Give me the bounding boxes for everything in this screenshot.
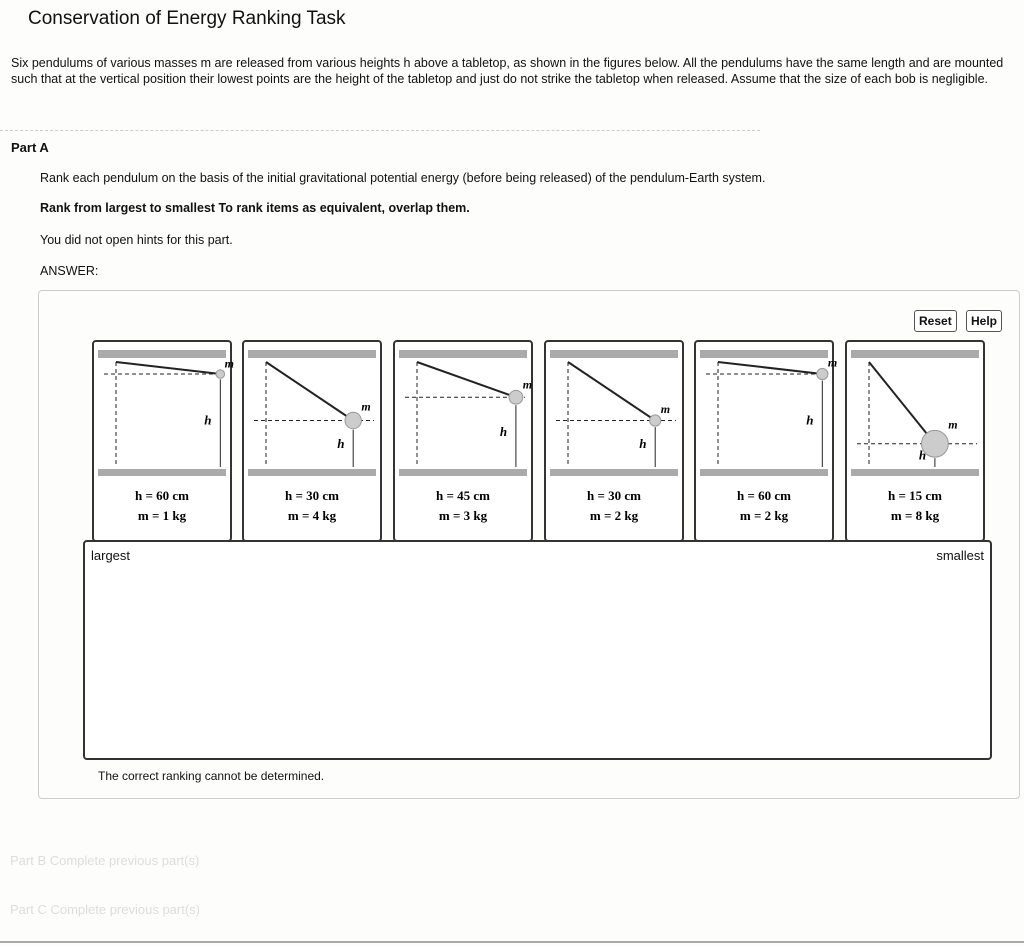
pendulum-diagram (847, 342, 983, 540)
divider (0, 941, 1024, 943)
page-title: Conservation of Energy Ranking Task (28, 8, 346, 29)
mass-value: m = 1 kg (137, 508, 187, 523)
pendulum-bob (817, 368, 828, 379)
question-text: Rank each pendulum on the basis of the initial gravitational potential energy (before being released) of the pendulum-Earth system. (40, 171, 766, 185)
ranking-drop-zone[interactable] (83, 540, 992, 760)
mass-value: m = 4 kg (287, 508, 337, 523)
largest-label: largest (91, 548, 131, 563)
height-value: h = 60 cm (135, 488, 189, 503)
mass-symbol: m (361, 399, 371, 414)
problem-intro: Six pendulums of various masses m are released from various heights h above a tabletop, as shown in the figures below. All the pendulums have the same length and are mounted such that at the vertical position their lowest points are the height of the tabletop and just do not strike the tabletop when released. Assume that the size of each bob is negligible. (11, 56, 1004, 86)
pendulum-bob (650, 415, 661, 426)
pendulum-diagram (94, 342, 234, 540)
mass-symbol: m (224, 356, 234, 371)
tabletop (851, 469, 979, 476)
tabletop (550, 469, 678, 476)
height-symbol: h (639, 435, 647, 451)
pendulum-bob (216, 370, 225, 379)
reset-button[interactable]: Reset (914, 310, 957, 332)
pendulum-string (568, 362, 655, 421)
ceiling (399, 350, 527, 358)
pendulum-bob (509, 390, 523, 404)
part-c-locked: Part C Complete previous part(s) (10, 902, 201, 917)
smallest-label: smallest (936, 548, 984, 563)
height-value: h = 60 cm (737, 488, 791, 503)
part-b-locked: Part B Complete previous part(s) (10, 853, 200, 868)
help-button[interactable]: Help (966, 310, 1002, 332)
pendulum-string (116, 362, 220, 374)
height-symbol: h (337, 435, 345, 451)
pendulum-string (718, 362, 822, 374)
mass-value: m = 2 kg (739, 508, 789, 523)
pendulum-card[interactable] (92, 340, 232, 542)
pendulum-card[interactable] (845, 340, 985, 542)
hints-status: You did not open hints for this part. (40, 233, 233, 247)
pendulum-diagram (395, 342, 531, 540)
pendulum-card[interactable] (393, 340, 533, 542)
pendulum-bob (345, 412, 361, 428)
height-symbol: h (806, 412, 814, 428)
divider (0, 130, 760, 131)
pendulum-card[interactable] (242, 340, 382, 542)
answer-label: ANSWER: (40, 264, 99, 278)
pendulum-card[interactable] (694, 340, 838, 542)
instruction-text: Rank from largest to smallest To rank items as equivalent, overlap them. (40, 201, 470, 215)
pendulum-card[interactable] (544, 340, 684, 542)
mass-symbol: m (827, 355, 838, 370)
pendulum-diagram (244, 342, 380, 540)
ceiling (98, 350, 226, 358)
pendulum-string (869, 362, 935, 444)
mass-symbol: m (948, 417, 958, 432)
tabletop (399, 469, 527, 476)
part-a-heading: Part A (11, 140, 49, 155)
ranking-note: The correct ranking cannot be determined. (98, 769, 325, 783)
height-value: h = 30 cm (587, 488, 641, 503)
pendulum-diagram (696, 342, 838, 540)
mass-value: m = 8 kg (890, 508, 940, 523)
mass-symbol: m (660, 401, 671, 416)
tabletop (98, 469, 226, 476)
ceiling (700, 350, 828, 358)
mass-symbol: m (522, 377, 533, 392)
height-value: h = 30 cm (285, 488, 339, 503)
height-symbol: h (918, 447, 927, 463)
pendulum-diagram (546, 342, 682, 540)
height-symbol: h (499, 424, 508, 440)
height-value: h = 15 cm (888, 488, 942, 503)
pendulum-string (417, 362, 516, 397)
mass-value: m = 2 kg (589, 508, 639, 523)
ceiling (248, 350, 376, 358)
ceiling (851, 350, 979, 358)
pendulum-string (266, 362, 353, 421)
tabletop (248, 469, 376, 476)
tabletop (700, 469, 828, 476)
mass-value: m = 3 kg (438, 508, 488, 523)
ceiling (550, 350, 678, 358)
height-symbol: h (204, 412, 212, 428)
height-value: h = 45 cm (436, 488, 490, 503)
